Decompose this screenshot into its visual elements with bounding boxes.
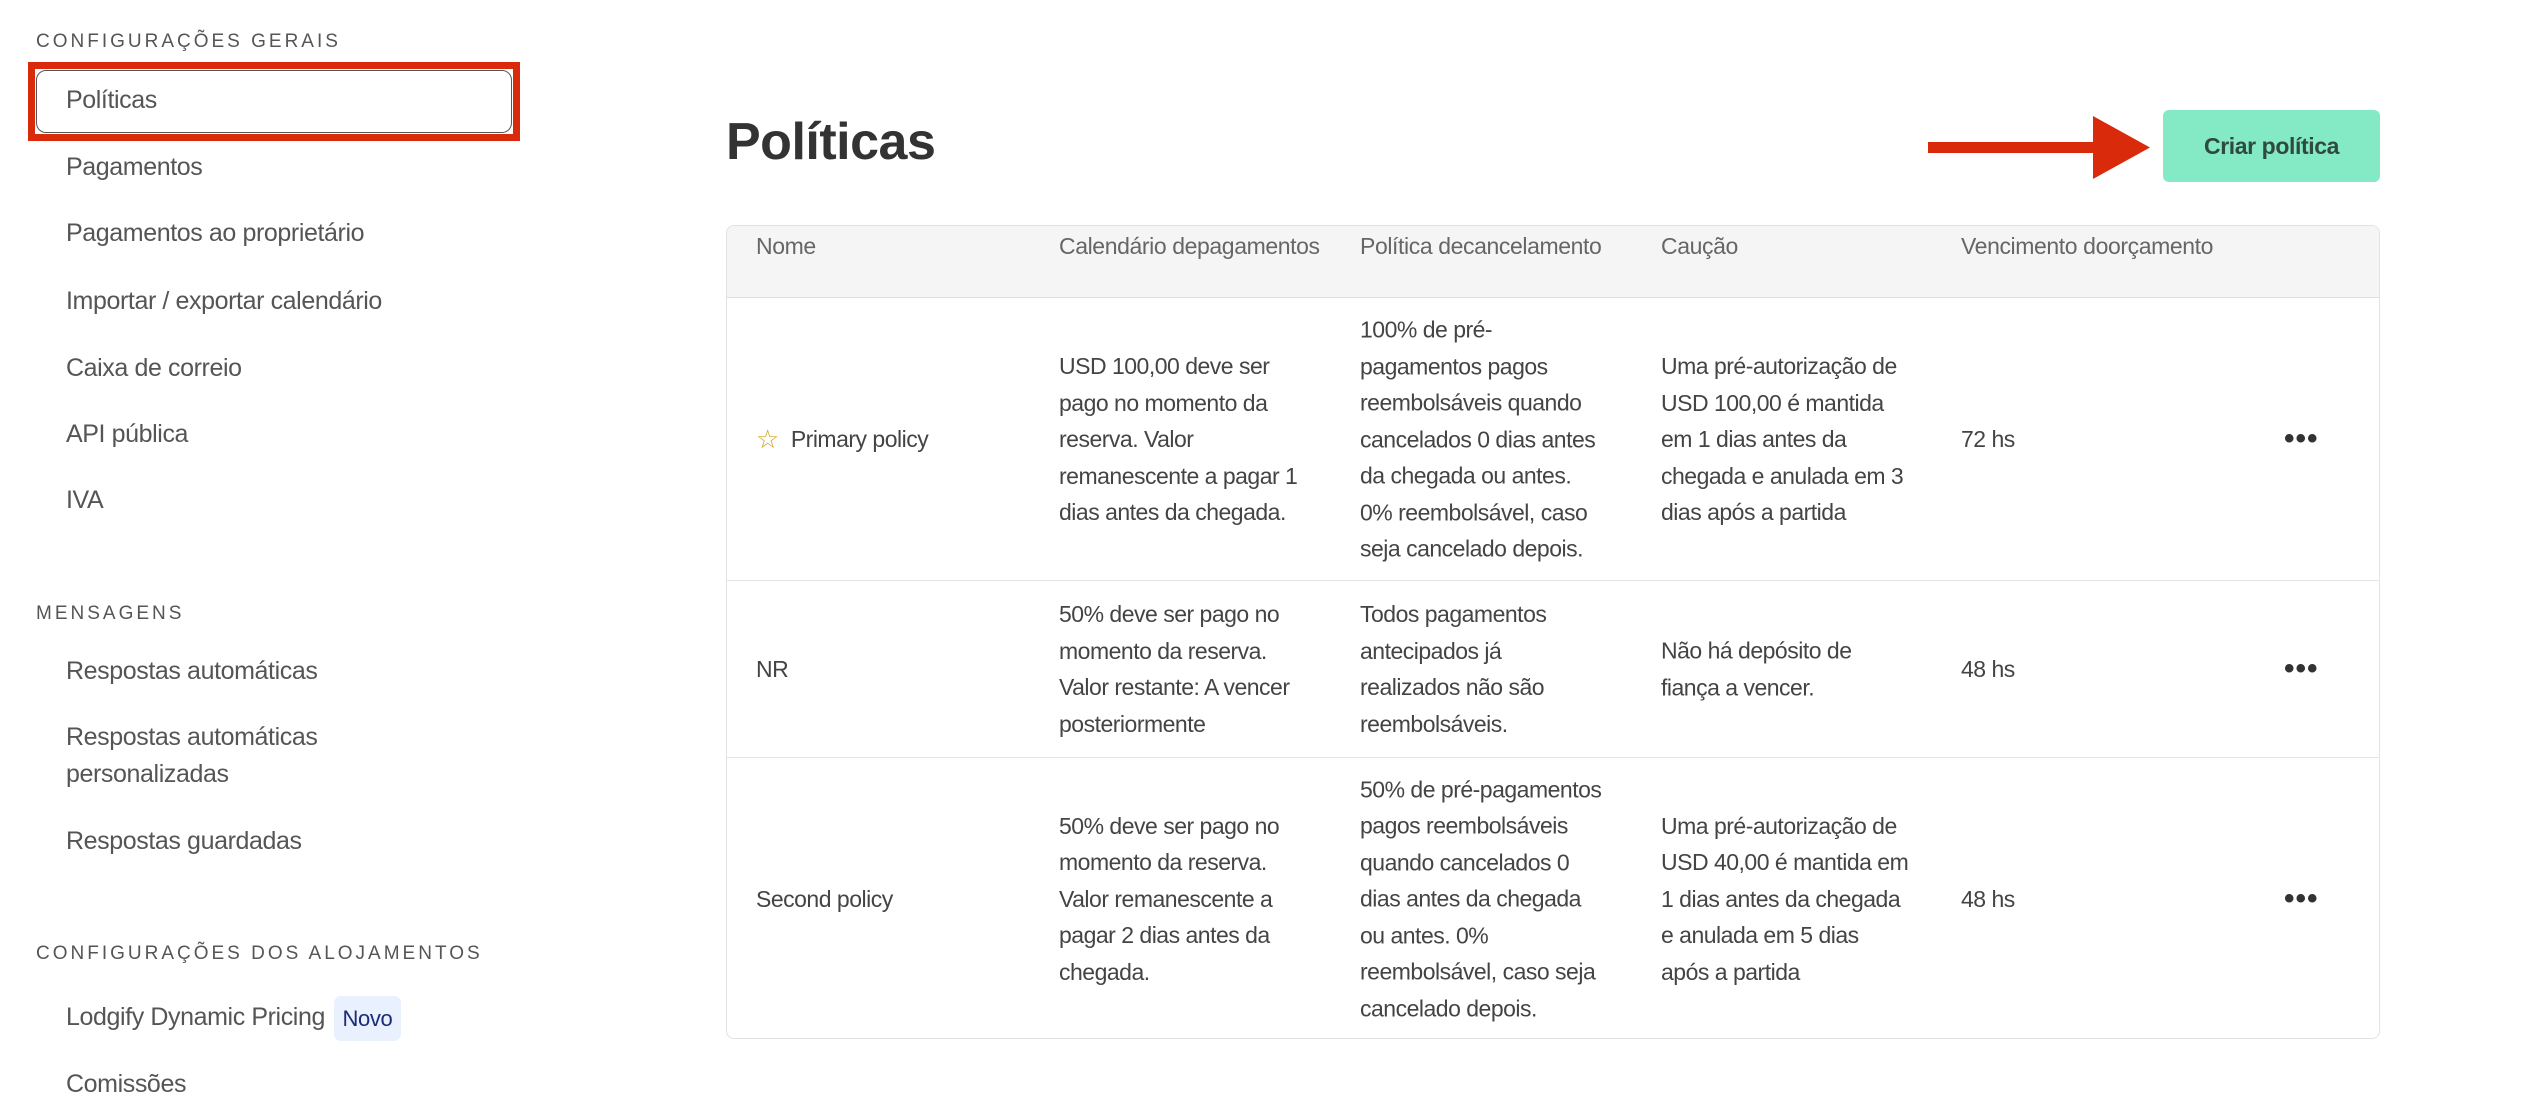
- new-badge: Novo: [334, 996, 402, 1041]
- section-label-general: CONFIGURAÇÕES GERAIS: [36, 31, 341, 52]
- cell-line: USD 100,00 é mantida: [1661, 389, 1884, 416]
- section-label-alojamentos: CONFIGURAÇÕES DOS ALOJAMENTOS: [36, 943, 483, 964]
- cell-line: USD 100,00 deve ser: [1059, 352, 1270, 379]
- section-label-mensagens: MENSAGENS: [36, 603, 185, 624]
- table-row[interactable]: [727, 758, 2379, 1039]
- cell-line: momento da reserva.: [1059, 637, 1267, 664]
- cell-line: Uma pré-autorização de: [1661, 812, 1897, 839]
- cell-line: dias antes da chegada.: [1059, 498, 1286, 525]
- deposit-cell: [1661, 807, 1908, 990]
- sidebar-item-dynamic-pricing[interactable]: [66, 996, 401, 1041]
- sidebar-item-respostas-automaticas[interactable]: Respostas automáticas: [66, 657, 318, 685]
- cell-line: seja cancelado depois.: [1360, 535, 1583, 562]
- sidebar-item-comissoes[interactable]: Comissões: [66, 1070, 187, 1098]
- page-title: Políticas: [726, 113, 936, 171]
- cell-line: reembolsável, caso seja: [1360, 958, 1596, 985]
- cell-line: cancelado depois.: [1360, 994, 1537, 1021]
- sidebar-item-respostas-guardadas[interactable]: Respostas guardadas: [66, 827, 302, 855]
- more-options-icon[interactable]: •••: [2284, 881, 2319, 915]
- star-icon: ☆: [756, 423, 779, 454]
- column-header-due: [1961, 228, 2213, 264]
- cell-line: remanescente a pagar 1: [1059, 462, 1298, 489]
- cell-line: Vencimento do: [1961, 233, 2108, 259]
- cell-line: quando cancelados 0: [1360, 848, 1570, 875]
- cell-line: dias após a partida: [1661, 498, 1846, 525]
- schedule-cell: [1059, 348, 1297, 531]
- cell-line: 50% deve ser pago no: [1059, 812, 1280, 839]
- due-cell: 72 hs: [1961, 425, 2015, 452]
- cell-line: momento da reserva.: [1059, 848, 1267, 875]
- schedule-cell: [1059, 807, 1279, 990]
- annotation-arrow-icon: [1928, 116, 2153, 180]
- cell-line: pagos reembolsáveis: [1360, 812, 1568, 839]
- cell-line: reserva. Valor: [1059, 425, 1194, 452]
- cell-line: 50% deve ser pago no: [1059, 601, 1280, 627]
- cell-line: Uma pré-autorização de: [1661, 352, 1897, 379]
- cell-line: 50% de pré-pagamentos: [1360, 775, 1602, 802]
- sidebar-item-iva[interactable]: IVA: [66, 486, 104, 514]
- cell-line: cancelados 0 dias antes: [1360, 425, 1596, 452]
- sidebar-item-caixa-correio[interactable]: Caixa de correio: [66, 354, 242, 382]
- cell-line: realizados não são: [1360, 674, 1545, 700]
- column-header-cancellation: [1360, 228, 1601, 264]
- policies-table: [726, 225, 2380, 1039]
- cell-line: chegada.: [1059, 958, 1150, 985]
- column-header-name: [756, 228, 816, 264]
- cell-line: reembolsáveis.: [1360, 710, 1508, 737]
- schedule-cell: [1059, 596, 1290, 742]
- cell-line: fiança a vencer.: [1661, 674, 1815, 700]
- cell-line: e anulada em 5 dias: [1661, 921, 1859, 948]
- create-policy-button[interactable]: Criar política: [2163, 110, 2380, 182]
- cell-line: 0% reembolsável, caso: [1360, 498, 1588, 525]
- sidebar-item-api-publica[interactable]: API pública: [66, 420, 189, 448]
- sidebar-item-importar-exportar[interactable]: Importar / exportar calendário: [66, 287, 382, 315]
- cell-line: Calendário de: [1059, 233, 1198, 259]
- cell-line: após a partida: [1661, 958, 1800, 985]
- cell-line: Valor restante: A vencer: [1059, 674, 1290, 700]
- sidebar-item-respostas-personalizadas[interactable]: Respostas automáticas personalizadas: [66, 723, 318, 788]
- cell-line: Valor remanescente a: [1059, 885, 1273, 912]
- cancellation-cell: [1360, 311, 1595, 567]
- policy-name-cell: [756, 651, 788, 688]
- sidebar-item-pagamentos-proprietario[interactable]: Pagamentos ao proprietário: [66, 219, 365, 247]
- cell-line: cancelamento: [1463, 233, 1602, 259]
- policy-name: Second policy: [756, 885, 893, 912]
- more-options-icon[interactable]: •••: [2284, 652, 2319, 685]
- cell-line: Não há depósito de: [1661, 637, 1852, 664]
- deposit-cell: [1661, 348, 1903, 531]
- cell-line: Política de: [1360, 233, 1463, 259]
- cell-line: Caução: [1661, 233, 1738, 259]
- sidebar-item-politicas[interactable]: Políticas: [66, 86, 157, 114]
- policy-name: NR: [756, 655, 789, 682]
- column-header-payment-schedule: [1059, 228, 1320, 264]
- cancellation-cell: [1360, 771, 1601, 1027]
- cell-line: dias antes da chegada: [1360, 885, 1581, 912]
- deposit-cell: [1661, 633, 1852, 706]
- cell-line: Todos pagamentos: [1360, 601, 1547, 627]
- column-header-deposit: [1661, 228, 1738, 264]
- cell-line: Nome: [756, 233, 816, 259]
- cell-line: ou antes. 0%: [1360, 921, 1489, 948]
- table-header: [727, 226, 2379, 298]
- cancellation-cell: [1360, 596, 1546, 742]
- table-row[interactable]: [727, 298, 2379, 581]
- due-cell: 48 hs: [1961, 885, 2015, 912]
- sidebar-item-label: Lodgify Dynamic Pricing: [66, 1003, 325, 1032]
- more-options-icon[interactable]: •••: [2284, 422, 2319, 455]
- cell-line: pagamentos: [1197, 233, 1320, 259]
- cell-line: reembolsáveis quando: [1360, 389, 1582, 416]
- cell-line: USD 40,00 é mantida em: [1661, 848, 1909, 875]
- table-row[interactable]: [727, 581, 2379, 758]
- cell-line: posteriormente: [1059, 710, 1206, 737]
- sidebar-item-pagamentos[interactable]: Pagamentos: [66, 153, 203, 181]
- cell-line: pagamentos pagos: [1360, 352, 1548, 379]
- cell-line: antecipados já: [1360, 637, 1502, 664]
- cell-line: 100% de pré-: [1360, 316, 1493, 343]
- cell-line: pagar 2 dias antes da: [1059, 921, 1270, 948]
- cell-line: em 1 dias antes da: [1661, 425, 1847, 452]
- cell-line: chegada e anulada em 3: [1661, 462, 1904, 489]
- due-cell: 48 hs: [1961, 655, 2015, 682]
- policy-name-cell: [756, 421, 928, 458]
- cell-line: pago no momento da: [1059, 389, 1268, 416]
- cell-line: 1 dias antes da chegada: [1661, 885, 1901, 912]
- cell-line: da chegada ou antes.: [1360, 462, 1572, 489]
- policy-name-cell: [756, 880, 893, 917]
- policy-name: Primary policy: [790, 425, 929, 452]
- cell-line: orçamento: [2107, 233, 2214, 259]
